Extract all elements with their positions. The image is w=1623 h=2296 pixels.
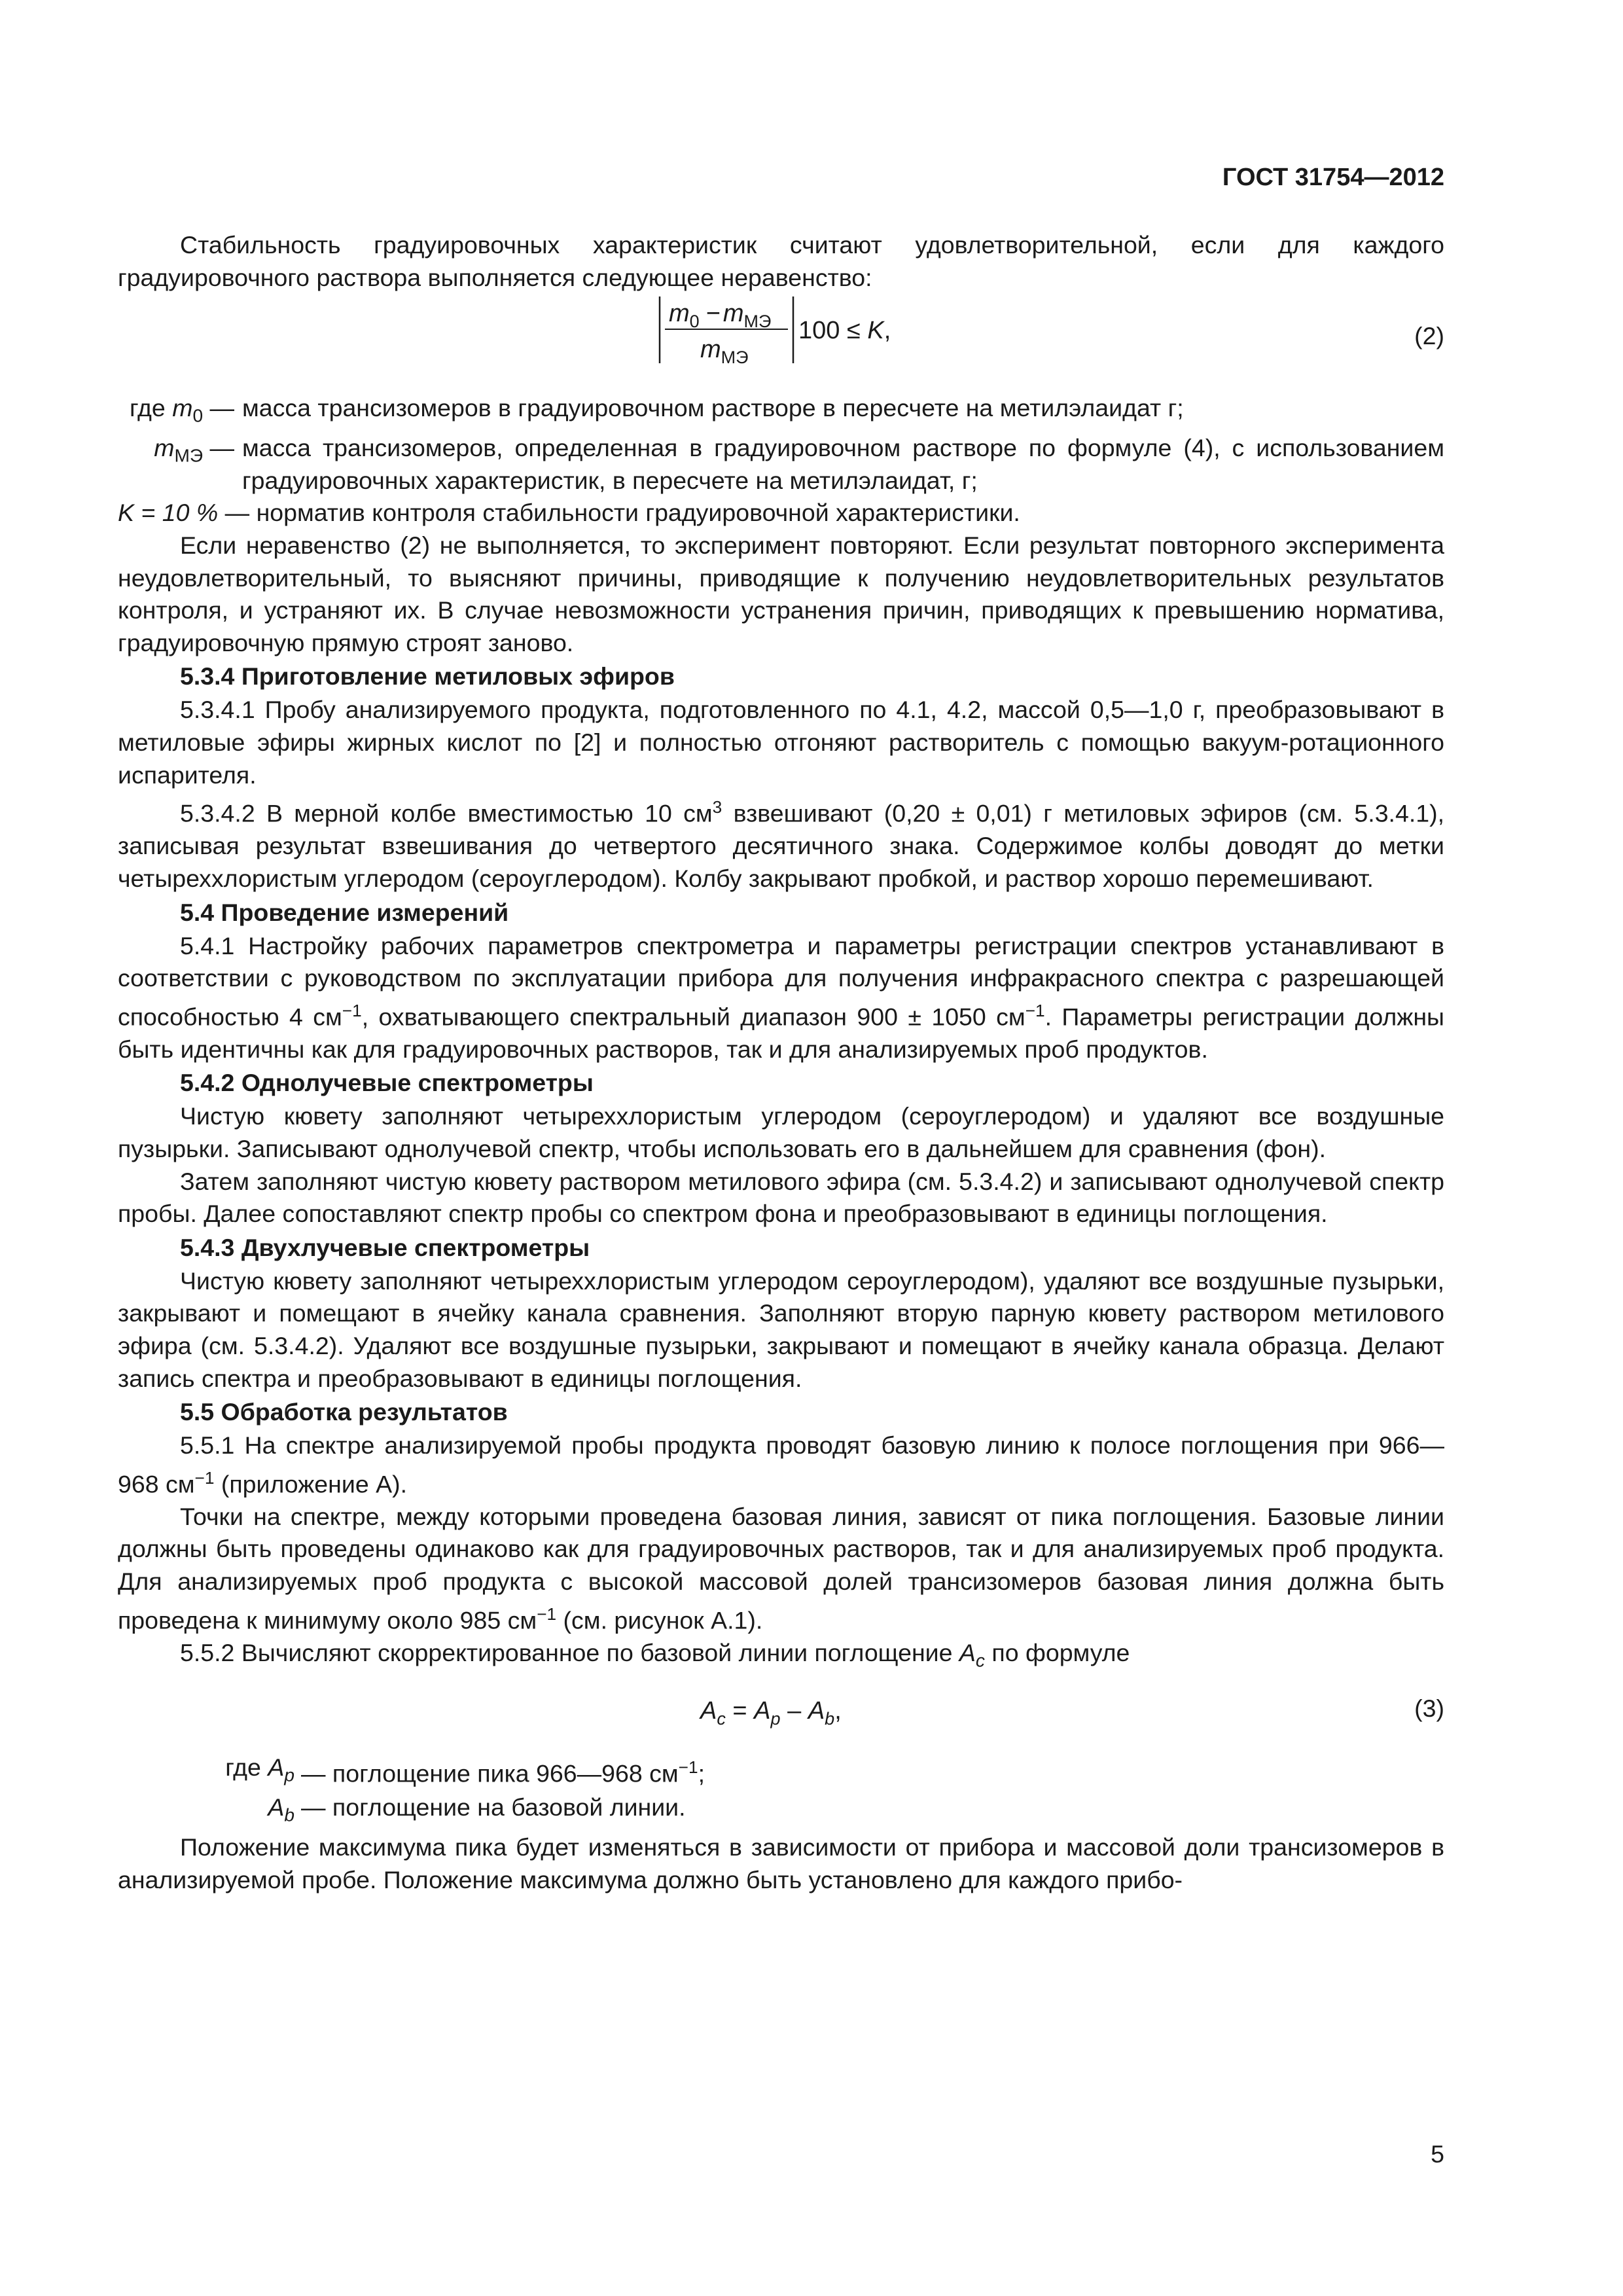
where-term-mme: $m_{МЭ}$ — масса трансизомеров, определенная в градуировочном растворе по формуле (4), с использованием градуировочных характеристик, в пересчете на метилэлаидат, г; bbox=[154, 434, 1444, 494]
heading-5-4: 5.4 Проведение измерений bbox=[180, 898, 509, 926]
paragraph-5-4-1: 5.4.1 Настройку рабочих параметров спектрометра и параметры регистрации спектров устанавливают в соответствии с руководством по эксплуатации прибора для получения инфракрасного спектра с разрешающей способностью 4 $см^{-1}$, охватывающего спектральный диапазон 900 ± 1050 $см^{-1}$. Параметры регистрации должны быть идентичны как для градуировочных растворов, так и для анализируемых проб продуктов. bbox=[118, 931, 1444, 1063]
formula-3-number: (3) bbox=[1414, 1694, 1444, 1722]
heading-5-3-4: 5.3.4 Приготовление метиловых эфиров bbox=[180, 662, 675, 691]
document-body bbox=[118, 229, 1444, 1896]
formula-2-tail: 100 ≤ K, bbox=[798, 317, 891, 345]
paragraph-5-5-2: 5.5.2 Вычисляют скорректированное по базовой линии поглощение $A_c$ по формуле bbox=[180, 1638, 1130, 1671]
heading-5-4-3: 5.4.3 Двухлучевые спектрометры bbox=[180, 1233, 590, 1261]
heading-5-4-2: 5.4.2 Однолучевые спектрометры bbox=[180, 1069, 594, 1097]
formula-2 bbox=[118, 294, 1444, 392]
paragraph-5-5-1: 5.5.1 На спектре анализируемой пробы продукта проводят базовую линию к полосе поглощения при 966—968 $см^{-1}$ (приложение А). bbox=[118, 1431, 1444, 1498]
heading-5-5: 5.5 Обработка результатов bbox=[180, 1398, 508, 1426]
where-term-m0: где $m_0$ — масса трансизомеров в градуировочном растворе в пересчете на метилэлаидат г; bbox=[130, 394, 1184, 426]
paragraph-baseline-points: Точки на спектре, между которыми проведена базовая линия, зависят от пика поглощения. Базовые линии должны быть проведены одинаково как для градуировочных растворов, так и для анализируемых проб продукта. Для анализируемых проб продукта с высокой массовой долей трансизомеров базовая линия должна быть проведена к минимуму около 985 $см^{-1}$ (см. рисунок А.1). bbox=[118, 1502, 1444, 1634]
where-term-ap: где $A_p$ — поглощение пика 966—968 $см^{-1}$; bbox=[225, 1753, 705, 1787]
paragraph-repeat: Если неравенство (2) не выполняется, то эксперимент повторяют. Если результат повторного эксперимента неудовлетворительный, то выясняют причины, приводящие к получению неудовлетворительных результатов контроля, и устраняют их. В случае невозможности устранения причин, приводящих к превышению норматива, градуировочную прямую строят заново. bbox=[118, 531, 1444, 656]
formula-3 bbox=[118, 1679, 1444, 1751]
paragraph-5-4-2-b: Затем заполняют чистую кювету раствором метилового эфира (см. 5.3.4.2) и записывают однолучевой спектр пробы. Далее сопоставляют спектр пробы со спектром фона и преобразовывают в единицы поглощения. bbox=[118, 1167, 1444, 1228]
denominator: $m_{МЭ}$ bbox=[700, 336, 749, 368]
where-term-ab: $A_b$ — поглощение на базовой линии. bbox=[268, 1793, 686, 1825]
paragraph-5-3-4-1: 5.3.4.1 Пробу анализируемого продукта, подготовленного по 4.1, 4.2, массой 0,5—1,0 г, преобразовывают в метиловые эфиры жирных кислот по [2] и полностью отгоняют растворитель с помощью вакуум-ротационного испарителя. bbox=[118, 696, 1444, 789]
paragraph-peak-position: Положение максимума пика будет изменяться в зависимости от прибора и массовой доли трансизомеров в анализируемой пробе. Положение максимума должно быть установлено для каждого прибо- bbox=[118, 1833, 1444, 1893]
standard-header: ГОСТ 31754—2012 bbox=[1222, 164, 1444, 191]
where-term-k: K = 10 % — норматив контроля стабильности градуировочной характеристики. bbox=[118, 499, 1020, 527]
numerator: $m_0 - m_{МЭ}$ bbox=[669, 300, 772, 332]
page-number: 5 bbox=[1431, 2140, 1444, 2168]
formula-2-graphic bbox=[118, 294, 1444, 392]
paragraph-stability: Стабильность градуировочных характеристик считают удовлетворительной, если для каждого градуировочного раствора выполняется следующее неравенство: bbox=[118, 231, 1444, 291]
formula-3-expression: $A_c = A_p - A_b$, bbox=[700, 1696, 842, 1729]
paragraph-5-4-2-a: Чистую кювету заполняют четыреххлористым углеродом (сероуглеродом) и удаляют все воздушные пузырьки. Записывают однолучевой спектр, чтобы использовать его в дальнейшем для сравнения (фон). bbox=[118, 1102, 1444, 1162]
formula-2-number: (2) bbox=[1414, 322, 1444, 350]
paragraph-5-3-4-2: 5.3.4.2 В мерной колбе вместимостью 10 $см^3$ взвешивают (0,20 ± 0,01) г метиловых эфиров (см. 5.3.4.1), записывая результат взвешивания до четвертого десятичного знака. Содержимое колбы доводят до метки четыреххлористым углеродом (сероуглеродом). Колбу закрывают пробкой, и раствор хорошо перемешивают. bbox=[118, 797, 1445, 892]
paragraph-5-4-3: Чистую кювету заполняют четыреххлористым углеродом сероуглеродом), удаляют все воздушные пузырьки, закрывают и помещают в ячейку канала сравнения. Заполняют вторую парную кювету раствором метилового эфира (см. 5.3.4.2). Удаляют все воздушные пузырьки, закрывают и помещают в ячейку канала образца. Делают запись спектра и преобразовывают в единицы поглощения. bbox=[118, 1266, 1444, 1392]
formula-3-graphic bbox=[118, 1679, 1444, 1751]
